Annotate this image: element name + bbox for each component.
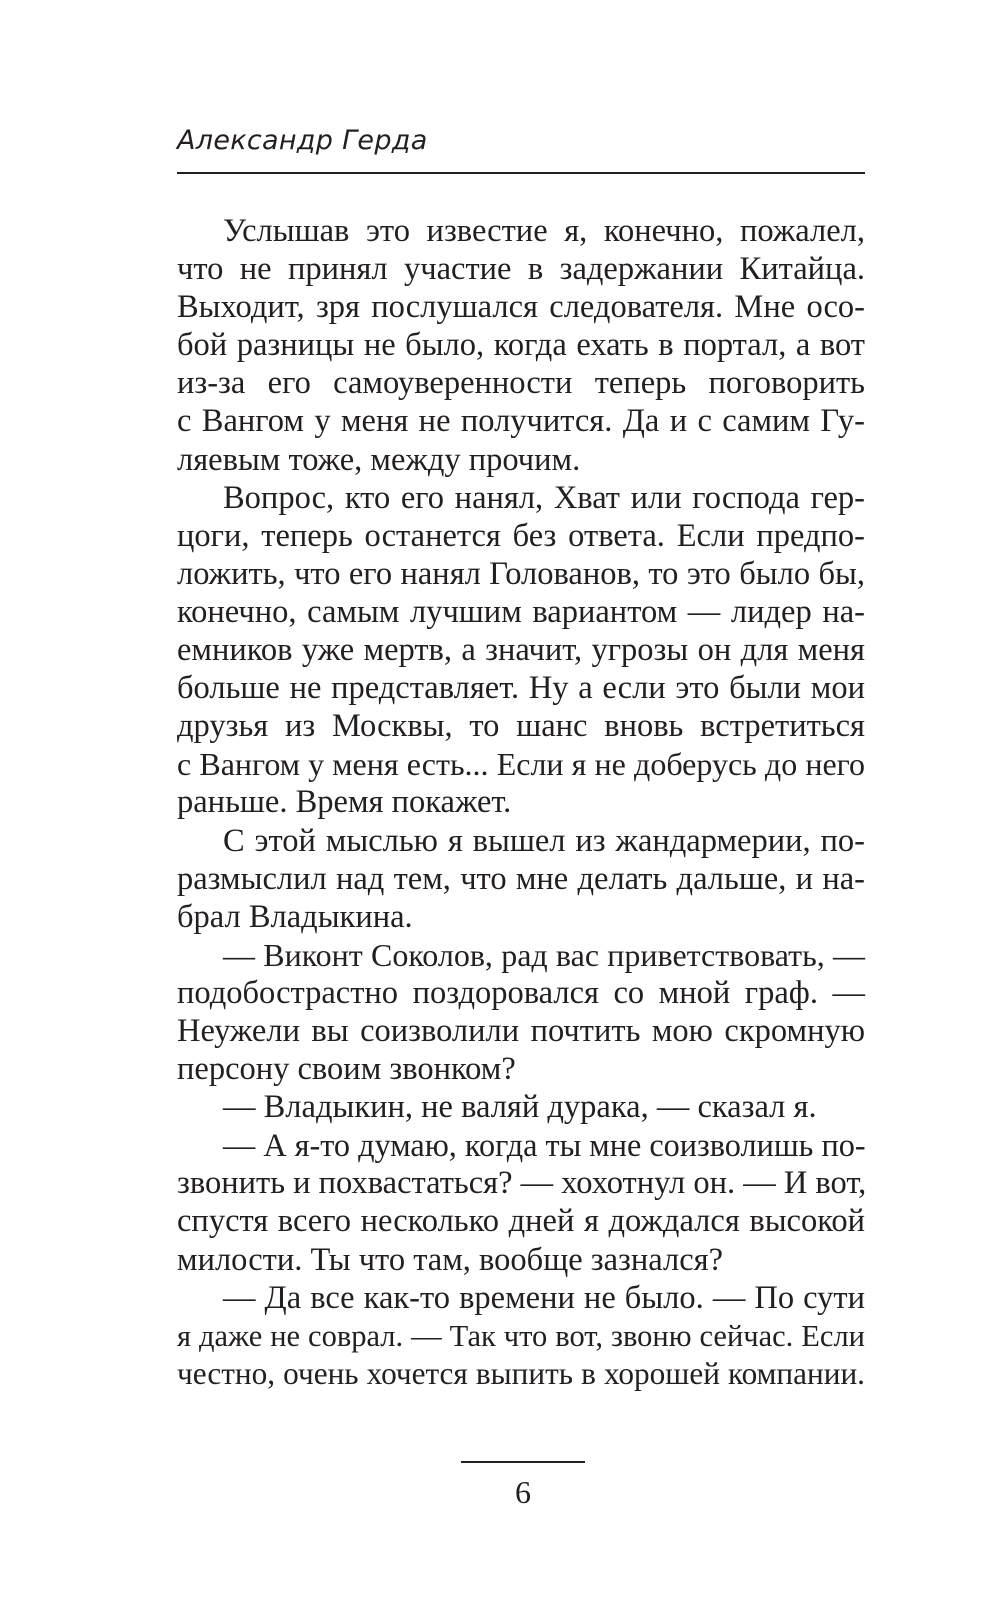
footer-rule	[461, 1461, 585, 1463]
text-line: из-за его самоуверенности теперь поговорить	[177, 365, 865, 402]
text-line: честно, очень хочется выпить в хорошей компании.	[177, 1355, 865, 1391]
header-rule	[177, 172, 865, 174]
text-line: С этой мыслью я вышел из жандармерии, по-	[223, 822, 865, 859]
text-line: — Виконт Соколов, рад вас приветствовать, —	[223, 936, 865, 973]
text-line: друзья из Москвы, то шанс вновь встретиться	[177, 708, 865, 745]
text-line: звонить и похвастаться? — хохотнул он. — И вот,	[177, 1165, 867, 1202]
text-line: размыслил над тем, что мне делать дальше, и на-	[177, 860, 865, 897]
text-line: — Владыкин, не валяй дурака, — сказал я.	[223, 1089, 817, 1126]
text-line: бой разницы не было, когда ехать в портал, а вот	[177, 327, 865, 364]
text-line: Услышав это известие я, конечно, пожалел,	[223, 213, 865, 249]
running-head-author: Александр Герда	[177, 125, 428, 156]
text-line: ложить, что его нанял Голованов, то это было бы,	[177, 555, 865, 592]
text-line: больше не представляет. Ну а если это были мои	[177, 670, 865, 707]
text-line: ляевым тоже, между прочим.	[177, 441, 581, 478]
text-line: милости. Ты что там, вообще зазнался?	[177, 1241, 723, 1278]
text-line: — Да все как-то времени не было. — По сути	[223, 1279, 865, 1316]
text-line: персону своим звонком?	[177, 1051, 516, 1088]
text-line: цоги, теперь останется без ответа. Если предпо-	[177, 517, 865, 554]
text-line: емников уже мертв, а значит, угрозы он для меня	[177, 632, 865, 669]
text-line: спустя всего несколько дней я дождался высокой	[177, 1203, 865, 1240]
text-line: что не принял участие в задержании Китайца.	[177, 251, 865, 288]
text-line: брал Владыкина.	[177, 898, 413, 935]
text-line: с Вангом у меня есть... Если я не доберусь до него	[177, 746, 865, 783]
text-line: — А я-то думаю, когда ты мне соизволишь по-	[223, 1127, 866, 1164]
text-line: Неужели вы соизволили почтить мою скромную	[177, 1012, 865, 1049]
text-line: с Вангом у меня не получится. Да и с самим Гу-	[177, 403, 865, 440]
text-line: Выходит, зря послушался следователя. Мне осо-	[177, 289, 865, 326]
text-line: Вопрос, кто его нанял, Хват или господа гер-	[223, 479, 865, 516]
text-line: подобострастно поздоровался со мной граф. —	[177, 974, 865, 1011]
text-line: раньше. Время покажет.	[177, 784, 512, 821]
text-line: конечно, самым лучшим вариантом — лидер на-	[177, 593, 865, 630]
text-line: я даже не соврал. — Так что вот, звоню сейчас. Если	[177, 1318, 865, 1353]
page-number: 6	[515, 1474, 531, 1510]
body-text	[177, 212, 865, 1393]
